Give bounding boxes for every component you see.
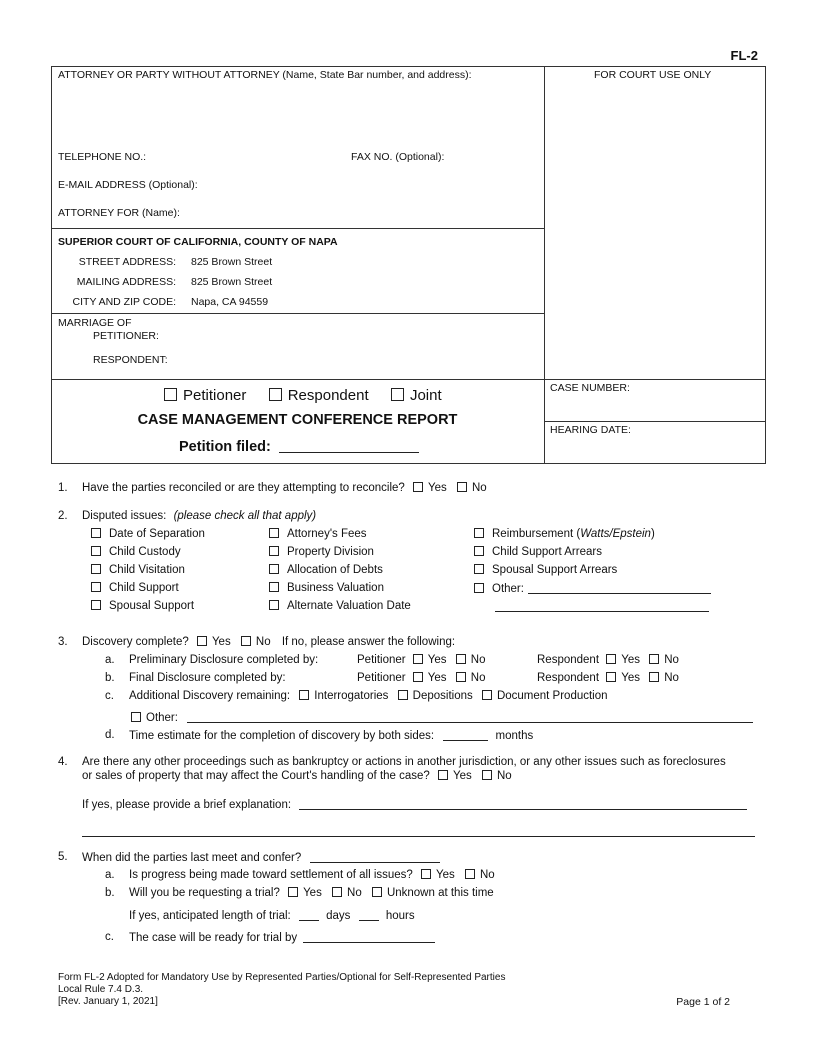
city-value: Napa, CA 94559: [191, 296, 269, 308]
city-label: CITY AND ZIP CODE:: [72, 296, 176, 308]
q4-yes-checkbox[interactable]: [438, 770, 448, 780]
q3-if-no: If no, please answer the following:: [281, 636, 456, 648]
issue-label: Business Valuation: [287, 582, 384, 594]
q5b-row: [129, 887, 494, 899]
q3c-letter: c.: [105, 690, 114, 702]
q5a-letter: a.: [105, 869, 115, 881]
q4-line2: or sales of property that may affect the Court's handling of the case?: [82, 770, 430, 782]
issue-label-italic: Watts/Epstein: [580, 528, 651, 540]
q3c-other-field[interactable]: [187, 711, 753, 723]
q4-no-label: No: [497, 770, 512, 782]
q3a-resp-no-checkbox[interactable]: [649, 654, 659, 664]
issue-label-close: ): [650, 528, 655, 540]
respondent-checkbox[interactable]: [269, 388, 282, 401]
street-label: STREET ADDRESS:: [78, 256, 176, 268]
petitioner-checkbox[interactable]: [164, 388, 177, 401]
q4-explain-label: If yes, please provide a brief explanation:: [82, 799, 292, 811]
issue-checkbox[interactable]: [269, 546, 279, 556]
q5a-text: Is progress being made toward settlement of all issues?: [129, 869, 413, 881]
q5b-length-row: [129, 909, 415, 922]
joint-option: Joint: [409, 387, 442, 404]
issue-label: Child Visitation: [109, 564, 185, 576]
q5a-yes-checkbox[interactable]: [421, 869, 431, 879]
q3c-other-row: [131, 711, 753, 724]
q5b-unknown-checkbox[interactable]: [372, 887, 382, 897]
issue-other-field-2[interactable]: [495, 600, 709, 612]
issue-checkbox[interactable]: [91, 564, 101, 574]
days-label: days: [326, 910, 351, 922]
title-divider: [51, 379, 766, 380]
issue-child-custody: [91, 546, 181, 558]
q3-number: 3.: [58, 636, 68, 648]
q1-number: 1.: [58, 482, 68, 494]
issue-label: Spousal Support Arrears: [492, 564, 618, 576]
issue-label: Date of Separation: [109, 528, 205, 540]
q3c-other-checkbox[interactable]: [131, 712, 141, 722]
q3-row: [82, 636, 455, 648]
joint-checkbox[interactable]: [391, 388, 404, 401]
issue-checkbox[interactable]: [474, 583, 484, 593]
hours-label: hours: [385, 910, 415, 922]
issue-label: Other:: [492, 583, 524, 595]
q3a-resp-yes-checkbox[interactable]: [606, 654, 616, 664]
case-number-divider: [544, 421, 766, 422]
q3c-other-label: Other:: [146, 712, 178, 724]
q3d-row: [129, 729, 533, 742]
q4-line1: Are there any other proceedings such as bankruptcy or actions in another jurisdiction, or any other issues such as foreclosures: [82, 756, 726, 768]
q5c-ready-field[interactable]: [303, 931, 435, 943]
q5a-no-label: No: [479, 869, 495, 881]
caption-divider: [544, 66, 545, 464]
q4-line2-row: [82, 770, 512, 782]
case-number-label: CASE NUMBER:: [550, 382, 630, 394]
q3b-letter: b.: [105, 672, 115, 684]
q5b-no-label: No: [347, 887, 362, 899]
petition-filed-field[interactable]: [279, 438, 419, 453]
issue-alternate-valuation-date: [269, 600, 411, 612]
petitioner-label: PETITIONER:: [93, 330, 159, 342]
yes-label: Yes: [621, 654, 640, 666]
issue-checkbox[interactable]: [474, 528, 484, 538]
q5-meet-field[interactable]: [310, 851, 440, 863]
issue-child-visitation: [91, 564, 185, 576]
q5c-letter: c.: [105, 931, 114, 943]
interrogatories-label: Interrogatories: [314, 690, 389, 702]
issue-checkbox[interactable]: [91, 582, 101, 592]
issue-label: Reimbursement (: [492, 528, 581, 540]
issue-checkbox[interactable]: [91, 528, 101, 538]
yes-label: Yes: [621, 672, 640, 684]
q3a-pet-yes-checkbox[interactable]: [413, 654, 423, 664]
q5c-row: [129, 931, 435, 944]
q5-number: 5.: [58, 851, 68, 863]
issue-spousal-support-arrears: [474, 564, 617, 576]
q3b-resp-no-checkbox[interactable]: [649, 672, 659, 682]
issue-property-division: [269, 546, 374, 558]
court-use-label: FOR COURT USE ONLY: [594, 69, 712, 81]
q3a-pet-no-checkbox[interactable]: [456, 654, 466, 664]
q5b-yes-checkbox[interactable]: [288, 887, 298, 897]
q3b-text: Final Disclosure completed by:: [129, 672, 286, 684]
q3-text: Discovery complete?: [82, 636, 189, 648]
mailing-label: MAILING ADDRESS:: [76, 276, 176, 288]
trial-length-text: If yes, anticipated length of trial:: [129, 910, 291, 922]
yes-label: Yes: [427, 672, 447, 684]
q3d-months-field[interactable]: [443, 729, 488, 741]
q5c-text: The case will be ready for trial by: [129, 932, 298, 944]
issue-label: Property Division: [287, 546, 374, 558]
q3-yes-checkbox[interactable]: [197, 636, 207, 646]
q3d-letter: d.: [105, 729, 115, 741]
q5b-unknown-label: Unknown at this time: [386, 887, 494, 899]
document-production-label: Document Production: [496, 690, 608, 702]
q2-text: Disputed issues:: [82, 510, 167, 522]
court-name: SUPERIOR COURT OF CALIFORNIA, COUNTY OF NAPA: [58, 236, 338, 248]
q5a-yes-label: Yes: [436, 869, 455, 881]
q2-number: 2.: [58, 510, 68, 522]
filer-options: [164, 387, 442, 404]
q5a-no-checkbox[interactable]: [465, 869, 475, 879]
mailing-value: 825 Brown Street: [191, 276, 273, 288]
issue-label: Spousal Support: [109, 600, 195, 612]
petitioner-label: Petitioner: [357, 672, 406, 684]
q1-row: [82, 482, 487, 494]
q4-no-checkbox[interactable]: [482, 770, 492, 780]
issue-other: [474, 582, 711, 595]
q1-no-label: No: [472, 482, 487, 494]
attorney-for-label: ATTORNEY FOR (Name):: [58, 207, 180, 219]
petitioner-label: Petitioner: [357, 654, 406, 666]
q5b-letter: b.: [105, 887, 115, 899]
q3d-unit: months: [495, 730, 534, 742]
depositions-label: Depositions: [412, 690, 473, 702]
q1-text: Have the parties reconciled or are they attempting to reconcile?: [82, 482, 405, 494]
issue-checkbox[interactable]: [269, 582, 279, 592]
q3c-row: [129, 690, 608, 702]
hearing-date-label: HEARING DATE:: [550, 424, 631, 436]
q2-hint: (please check all that apply): [173, 510, 317, 522]
marriage-label: MARRIAGE OF: [58, 317, 132, 329]
issue-child-support: [91, 582, 179, 594]
attorney-label: ATTORNEY OR PARTY WITHOUT ATTORNEY (Name, State Bar number, and address):: [58, 69, 472, 81]
petitioner-option: Petitioner: [183, 387, 247, 404]
form-id: FL-2: [730, 48, 758, 63]
page-number: Page 1 of 2: [676, 996, 730, 1008]
form-title: CASE MANAGEMENT CONFERENCE REPORT: [137, 412, 458, 428]
q5b-text: Will you be requesting a trial?: [129, 887, 280, 899]
respondent-label: Respondent: [537, 654, 600, 666]
q4-explain-field-2[interactable]: [82, 836, 755, 837]
petition-filed-row: [179, 438, 419, 455]
footer-line3: [Rev. January 1, 2021]: [58, 996, 158, 1007]
no-label: No: [664, 672, 679, 684]
court-divider: [51, 228, 544, 229]
footer-line1: Form FL-2 Adopted for Mandatory Use by Represented Parties/Optional for Self-Represented Parties: [58, 972, 506, 983]
issue-other-field[interactable]: [528, 582, 711, 594]
q3b-pet-no-checkbox[interactable]: [456, 672, 466, 682]
issue-label: Alternate Valuation Date: [287, 600, 411, 612]
q3-yes-label: Yes: [211, 636, 231, 648]
no-label: No: [470, 672, 486, 684]
respondent-option: Respondent: [287, 387, 369, 404]
no-label: No: [470, 654, 486, 666]
issue-business-valuation: [269, 582, 384, 594]
q4-number: 4.: [58, 756, 68, 768]
street-value: 825 Brown Street: [191, 256, 273, 268]
q3b-resp-yes-checkbox[interactable]: [606, 672, 616, 682]
q5a-row: [129, 869, 495, 881]
email-label: E-MAIL ADDRESS (Optional):: [58, 179, 198, 191]
issue-other-line2: [495, 600, 709, 613]
issue-checkbox[interactable]: [269, 600, 279, 610]
q3b-respondent: [537, 672, 679, 684]
issue-checkbox[interactable]: [474, 564, 484, 574]
issue-label: Child Support: [109, 582, 179, 594]
q1-yes-label: Yes: [428, 482, 447, 494]
issue-checkbox[interactable]: [269, 564, 279, 574]
issue-checkbox[interactable]: [91, 546, 101, 556]
issue-checkbox[interactable]: [474, 546, 484, 556]
trial-days-field[interactable]: [299, 909, 319, 921]
q4-explain-field[interactable]: [299, 798, 747, 810]
q3b-pet-yes-checkbox[interactable]: [413, 672, 423, 682]
issue-child-support-arrears: [474, 546, 602, 558]
issue-label: Child Custody: [109, 546, 181, 558]
depositions-checkbox[interactable]: [398, 690, 408, 700]
interrogatories-checkbox[interactable]: [299, 690, 309, 700]
parties-divider: [51, 313, 544, 314]
q3a-respondent: [537, 654, 679, 666]
q5-text: When did the parties last meet and confer?: [82, 852, 302, 864]
petition-filed-label: Petition filed:: [179, 439, 271, 455]
issue-checkbox[interactable]: [91, 600, 101, 610]
q4-yes-label: Yes: [453, 770, 472, 782]
issue-spousal-support: [91, 600, 194, 612]
respondent-label: RESPONDENT:: [93, 354, 168, 366]
issue-label: Attorney's Fees: [287, 528, 367, 540]
issue-reimbursement: [474, 528, 655, 540]
yes-label: Yes: [427, 654, 447, 666]
issue-allocation-of-debts: [269, 564, 383, 576]
no-label: No: [664, 654, 679, 666]
respondent-label: Respondent: [537, 672, 600, 684]
q3a-text: Preliminary Disclosure completed by:: [129, 654, 319, 666]
q3a-letter: a.: [105, 654, 115, 666]
q2-row: [82, 510, 316, 522]
q4-explain-row: [82, 798, 747, 811]
trial-hours-field[interactable]: [359, 909, 379, 921]
q5b-yes-label: Yes: [303, 887, 322, 899]
q5-row: [82, 851, 440, 864]
footer-line2: Local Rule 7.4 D.3.: [58, 984, 144, 995]
issue-label: Allocation of Debts: [287, 564, 383, 576]
q3c-text: Additional Discovery remaining:: [129, 690, 291, 702]
issue-date-of-separation: [91, 528, 205, 540]
q1-no-checkbox[interactable]: [457, 482, 467, 492]
issue-label: Child Support Arrears: [492, 546, 602, 558]
q3-no-checkbox[interactable]: [241, 636, 251, 646]
document-production-checkbox[interactable]: [482, 690, 492, 700]
q3a-petitioner: [357, 654, 485, 666]
q5b-no-checkbox[interactable]: [332, 887, 342, 897]
q3d-text: Time estimate for the completion of discovery by both sides:: [129, 730, 435, 742]
q1-yes-checkbox[interactable]: [413, 482, 423, 492]
q3b-petitioner: [357, 672, 485, 684]
telephone-label: TELEPHONE NO.:: [58, 151, 147, 163]
q3-no-label: No: [255, 636, 271, 648]
issue-checkbox[interactable]: [269, 528, 279, 538]
issue-attorneys-fees: [269, 528, 367, 540]
fax-label: FAX NO. (Optional):: [351, 151, 445, 163]
